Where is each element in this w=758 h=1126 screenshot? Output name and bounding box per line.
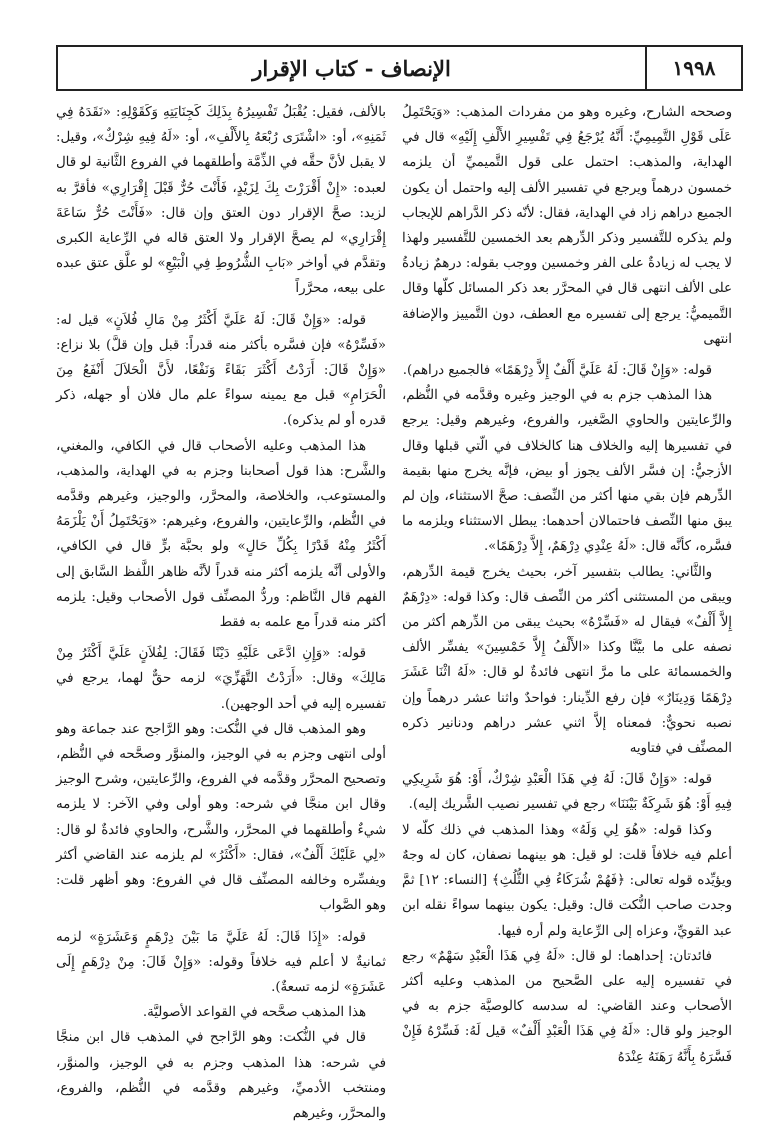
page-number: ١٩٩٨: [672, 56, 716, 80]
page-title: الإنصاف - كتاب الإقرار: [252, 55, 451, 81]
paragraph: قوله: «إِذَا قَالَ: لَهُ عَلَيَّ مَا بَيْنَ دِرْهَمٍ وَعَشَرَةٍ» لزمه ثمانيةٌ لا أعلم فيه خلافاً وقوله: «وَإِنْ قَالَ: مِنْ دِرْهَمٍ إِلَى عَشَرَةٍ» لزمه تسعةٌ).: [56, 929, 386, 995]
paragraph: قوله: «وَإِنْ قَالَ: لَهُ عَلَيَّ أَلْفٌ إِلاَّ دِرْهَمًا» فالجميع دراهم).: [402, 363, 712, 379]
right-column: [402, 100, 732, 1090]
paragraph: هذا المذهب صحَّحه في القواعد الأصوليَّة.: [142, 1005, 366, 1021]
page-header: [56, 45, 743, 91]
paragraph: والثَّاني: يطالب بتفسير آخر، بحيث يخرج قيمة الدِّرهم، ويبقى من المستثنى أكثر من النِّصف قال: وكذا قوله: «دِرْهَمٌ إِلاَّ أَلْفٌ» فيقال له «فَسِّرْهُ» بحيث يبقى من الدِّرهم أكثر من نصفه على ما بيَّنَّا وكذا «الأَلْفُ إِلاَّ خَمْسِينَ» يفسِّر الألف والخمسمائة على ما مرَّ انتهى فائدةٌ لو قال: «لَهُ اثْنَا عَشَرَ دِرْهَمًا وَدِينَارٌ» فإن رفع الدِّينار: فواحدٌ واثنا عشر درهماً وإن نصبه نحويٌّ: فمعناه إلاَّ اثني عشر دراهم ودنانير ذكره المصنِّف في فتاويه: [402, 564, 732, 757]
paragraph: وكذا قوله: «هُوَ لِي وَلَهُ» وهذا المذهب في ذلك كلّه لا أعلم فيه خلافاً قلت: لو قيل: هو بينهما نصفان، كان له وجهٌ ويؤيِّده قوله تعالى: ﴿فَهُمْ شُرَكَاءُ فِي الثُّلُثِ﴾ [النساء: ١٢] ثمَّ وجدت صاحب النُّكت قال: وقيل: يكون بينهما سواءً نقله ابن عبد القويِّ، وعزاه إلى الرِّعاية ولم أره فيها.: [402, 822, 732, 939]
paragraph: قوله: «وَإِنْ قَالَ: لَهُ فِي هَذَا الْعَبْدِ شِرْكٌ، أَوْ: هُوَ شَرِيكِي فِيهِ أَوْ: هُوَ شَرِكَةٌ بَيْنَنَا» رجع في تفسير نصيب الشَّريك إليه).: [402, 772, 732, 813]
paragraph: قوله: «وَإِنْ قَالَ: لَهُ عَلَيَّ أَكْثَرُ مِنْ مَالِ فُلاَنٍ» قيل له: «فَسِّرْهُ» فإن فسَّره بأكثر منه قدراً: قبل وإن قلَّ) بلا نزاع: «وَإِنْ قَالَ: أَرَدْتُ أَكْثَرَ بَقَاءً وَنَفْعًا، لأَنَّ الْحَلاَلَ أَنْفَعُ مِنَ الْحَرَامِ» قبل مع يمينه سواءً علم مال فلان أو جهله، ذكر قدره أو لم يذكره).: [56, 312, 386, 429]
paragraph: هذا المذهب وعليه الأصحاب قال في الكافي، والمغني، والشَّرح: هذا قول أصحابنا وجزم به في الهداية، والمذهب، والمستوعب، والخلاصة، والمحرَّر، والوجيز، وغيرهم وقدَّمه في النُّظم، والرِّعايتين، والفروع، وغيرهم: «وَيَحْتَمِلُ أَنْ يَلْزَمَهُ أَكْثَرُ مِنْهُ قَدْرًا بِكُلِّ حَالٍ» ولو بحبَّة برٍّ قال في الكافي، والأولى أنَّه يلزمه أكثر منه قدراً لأنَّه ظاهر اللَّفظ السَّابق إلى الفهم قال النَّاظم: وردُّ المصنِّف قول الأصحاب وقيل: يلزمه أكثر منه قدراً مع علمه به فقط: [56, 438, 386, 631]
paragraph: فائدتان: إحداهما: لو قال: «لَهُ فِي هَذَا الْعَبْدِ سَهْمٌ» رجع في تفسيره إليه على الصَّحيح من المذهب وعليه أكثر الأصحاب وعند القاضي: له سدسه كالوصيَّة جزم به في الوجيز ولو قال: «لَهُ فِي هَذَا الْعَبْدِ أَلْفٌ» قيل لَهُ: فَسِّرْهُ فَإِنْ فَسَّرَهُ بِأَنَّهُ رَهَنَهُ عِنْدَهُ: [402, 948, 732, 1065]
paragraph: وهو المذهب قال في النُّكت: وهو الرَّاجح عند جماعة وهو أولى انتهى وجزم به في الوجيز، والمنوَّر وصحَّحه في النُّظم، وتصحيح المحرَّر وقدَّمه في الفروع، والرِّعايتين، وشرح الوجيز وقال ابن منجَّا في شرحه: وهو أولى وفي الآخر: لا يلزمه شيءٌ وأطلقهما في المحرَّر، والشَّرح، والحاوي فائدةٌ لو قال: «لِي عَلَيْكَ أَلْفٌ»، فقال: «أَكْثَرُ» لم يلزمه عند القاضي أكثر ويفسِّره وخالفه المصنِّف قال في الفروع: وهو أظهر قلت: وهو الصَّواب: [56, 721, 386, 914]
paragraph: هذا المذهب جزم به في الوجيز وغيره وقدَّمه في النُّظم، والرِّعايتين والحاوي الصَّغير، والفروع، وغيرهم وقيل: يرجع في تفسيرها إليه والخلاف هنا كالخلاف في الّتي قبلها وقال الأزجيُّ: إن فسَّر الألف يجوز أو بيض، فإنَّه يخرج منها بقيمة الدِّرهم فإن بقي منها أكثر من النِّصف: صحَّ الاستثناء، وإن لم يبق منها النِّصف فاحتمالان أحدهما: يبطل الاستثناء ويلزمه ما فسَّره، كأنَّه قال: «لَهُ عِنْدِي دِرْهَمٌ، إِلاَّ دِرْهَمًا».: [402, 388, 732, 555]
paragraph: بالألف، فقيل: يُقْبَلُ تَفْسِيرُهُ بِذَلِكَ كَجِنَايَتِهِ وَكَقَوْلِهِ: «نَقَدَهُ فِي ثَمَنِهِ»، أو: «اشْتَرَى رُبْعَهُ بِالأَلْفِ»، أو: «لَهُ فِيهِ شِرْكٌ»، وقيل: لا يقبل لأنَّ حقَّه في الذِّمَّة وأطلقهما في الفروع الثَّانية لو قال لعبده: «إِنْ أَقْرَرْتَ بِكَ لِزَيْدٍ، فَأَنْتَ حُرٌّ قَبْلَ إِقْرَارِي» فأقرَّ به لزيد: صحَّ الإقرار دون العتق وإن قال: «فَأَنْتَ حُرٌّ سَاعَةَ إِقْرَارِي» لم يصحَّ الإقرار ولا العتق قاله في الرِّعاية الكبرى وتقدَّم في أواخر «بَابِ الشُّرُوطِ فِي الْبَيْعِ» لو علَّق عتق عبده على بيعه، محرَّراً: [56, 105, 386, 297]
paragraph: قال في النُّكت: وهو الرَّاجح في المذهب قال ابن منجَّا في شرحه: هذا المذهب وجزم به في الوجيز، والمنوَّر، ومنتخب الأدميِّ، وغيرهم وقدَّمه في النُّظم، والفروع، والمحرَّر، وغيرهم: [56, 1030, 386, 1121]
paragraph: وصححه الشارح، وغيره وهو من مفردات المذهب: «وَيَحْتَمِلُ عَلَى قَوْلِ التَّمِيمِيِّ: أَنَّهُ يُرْجَعُ فِي تَفْسِيرِ الأَلْفِ إِلَيْهِ» قال في الهداية، والمذهب: احتمل على قول التَّميميِّ أن يلزمه خمسون درهماً ويرجع في تفسير الألف إليه واحتمل أن يكون الجميع دراهم زاد في الهداية، فقال: لأنّه ذكر الدَّراهم للإيجاب ولم يذكره للتَّفسير وذكر الدِّرهم بعد الخمسين للتَّفسير ولهذا لا يجب له زيادةٌ على الفر وخمسين ووجب بقوله: درهمٌ زيادةُ على الألف انتهى قال في المحرَّر بعد ذكر المسائل كلّها وقال التَّميميُّ: يرجع إلى تفسيره مع العطف، دون التَّمييز والإضافة انتهى: [402, 105, 732, 347]
paragraph: قوله: «وَإِنِ ادَّعَى عَلَيْهِ دَيْنًا فَقَالَ: لِفُلاَنٍ عَلَيَّ أَكْثَرُ مِنْ مَالِكَ» وقال: «أَرَدْتُ التَّهَزِّيَ» لزمه حقٌّ لهما، يرجع في تفسيره إليه في أحد الوجهين).: [56, 646, 386, 712]
left-column: [56, 100, 386, 1121]
